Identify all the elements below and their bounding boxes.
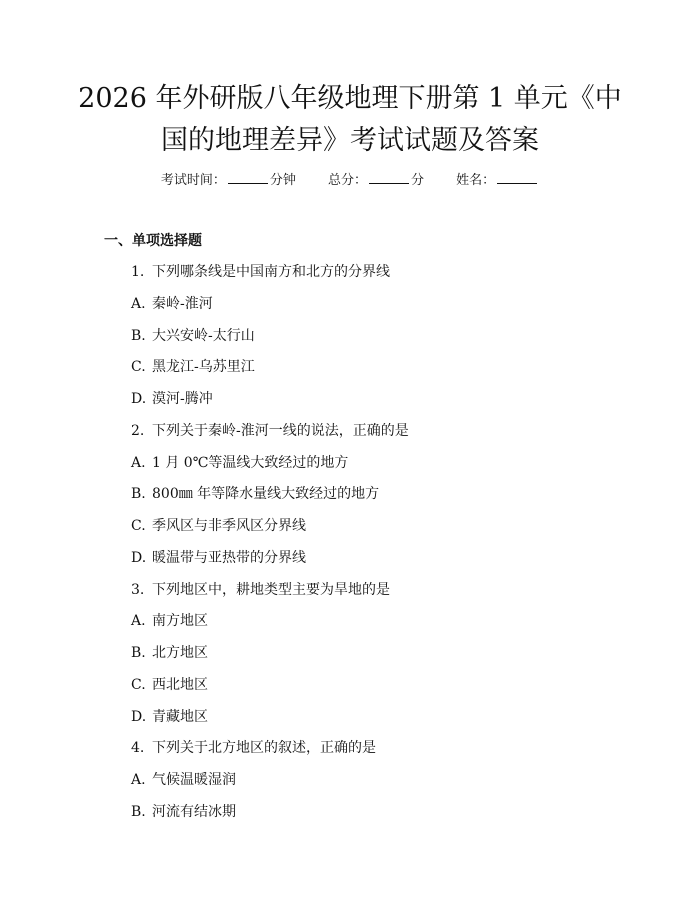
option-item [131, 675, 409, 707]
option-letter: A. [131, 454, 146, 471]
question-number: 1. [131, 264, 145, 280]
question-text: 下列哪条线是中国南方和北方的分界线 [152, 264, 390, 280]
question-item [131, 262, 409, 294]
option-item [131, 516, 409, 548]
option-item [131, 389, 409, 421]
option-text: 西北地区 [152, 676, 208, 693]
option-text: 暖温带与亚热带的分界线 [152, 549, 306, 566]
document-title [60, 78, 640, 162]
exam-time-unit: 分钟 [269, 173, 296, 188]
total-score-blank [369, 171, 409, 184]
option-text: 800㎜ 年等降水量线大致经过的地方 [152, 486, 380, 503]
option-item [131, 357, 409, 389]
option-letter: B. [131, 327, 146, 344]
question-text: 下列关于秦岭-淮河一线的说法，正确的是 [152, 422, 409, 439]
option-text: 季风区与非季风区分界线 [152, 518, 306, 534]
option-text: 青藏地区 [152, 708, 208, 725]
question-item [131, 421, 409, 453]
option-item [131, 453, 409, 485]
option-item [131, 770, 409, 802]
option-text: 1 月 0℃等温线大致经过的地方 [152, 454, 349, 471]
option-text: 气候温暖湿润 [152, 772, 236, 788]
option-letter: B. [131, 803, 146, 820]
option-item [131, 548, 409, 580]
student-name-blank [497, 171, 537, 184]
option-text: 大兴安岭-太行山 [152, 327, 255, 344]
question-number: 4. [131, 740, 145, 757]
total-score-field [328, 169, 424, 188]
option-letter: C. [131, 518, 146, 534]
exam-meta-line [0, 169, 700, 188]
option-text: 黑龙江-乌苏里江 [152, 359, 255, 376]
total-score-label: 总分： [327, 173, 367, 188]
option-text: 北方地区 [152, 645, 208, 661]
option-letter: D. [131, 708, 147, 725]
question-item [131, 580, 409, 612]
option-text: 秦岭-淮河 [152, 295, 213, 312]
total-score-unit: 分 [411, 173, 425, 188]
option-letter: C. [131, 359, 146, 376]
option-letter: D. [131, 549, 147, 566]
option-letter: C. [131, 676, 146, 693]
question-text: 下列关于北方地区的叙述，正确的是 [152, 740, 376, 757]
option-item [131, 802, 409, 834]
student-name-field [456, 169, 539, 188]
question-list [131, 262, 409, 834]
option-text: 河流有结冰期 [152, 803, 236, 820]
question-number: 2. [131, 422, 145, 439]
exam-time-field [161, 169, 296, 188]
option-item [131, 707, 409, 739]
option-letter: A. [131, 295, 146, 312]
question-number: 3. [131, 581, 145, 598]
option-letter: B. [131, 486, 146, 503]
question-text: 下列地区中，耕地类型主要为旱地的是 [152, 581, 390, 598]
option-letter: A. [131, 772, 146, 788]
option-letter: B. [131, 645, 146, 661]
option-letter: D. [131, 391, 147, 407]
section-title: 一、单项选择题 [104, 233, 202, 249]
title-line-1: 2026 年外研版八年级地理下册第 1 单元《中 [78, 83, 622, 114]
option-letter: A. [131, 613, 146, 630]
option-item [131, 643, 409, 675]
title-line-2: 国的地理差异》考试试题及答案 [161, 125, 539, 156]
option-item [131, 294, 409, 326]
option-item [131, 484, 409, 516]
question-item [131, 738, 409, 770]
exam-time-blank [228, 171, 268, 184]
option-text: 漠河-腾冲 [152, 391, 213, 407]
exam-time-label: 考试时间： [160, 173, 226, 188]
option-item [131, 326, 409, 358]
option-item [131, 611, 409, 643]
option-text: 南方地区 [152, 613, 208, 630]
student-name-label: 姓名： [456, 173, 496, 188]
